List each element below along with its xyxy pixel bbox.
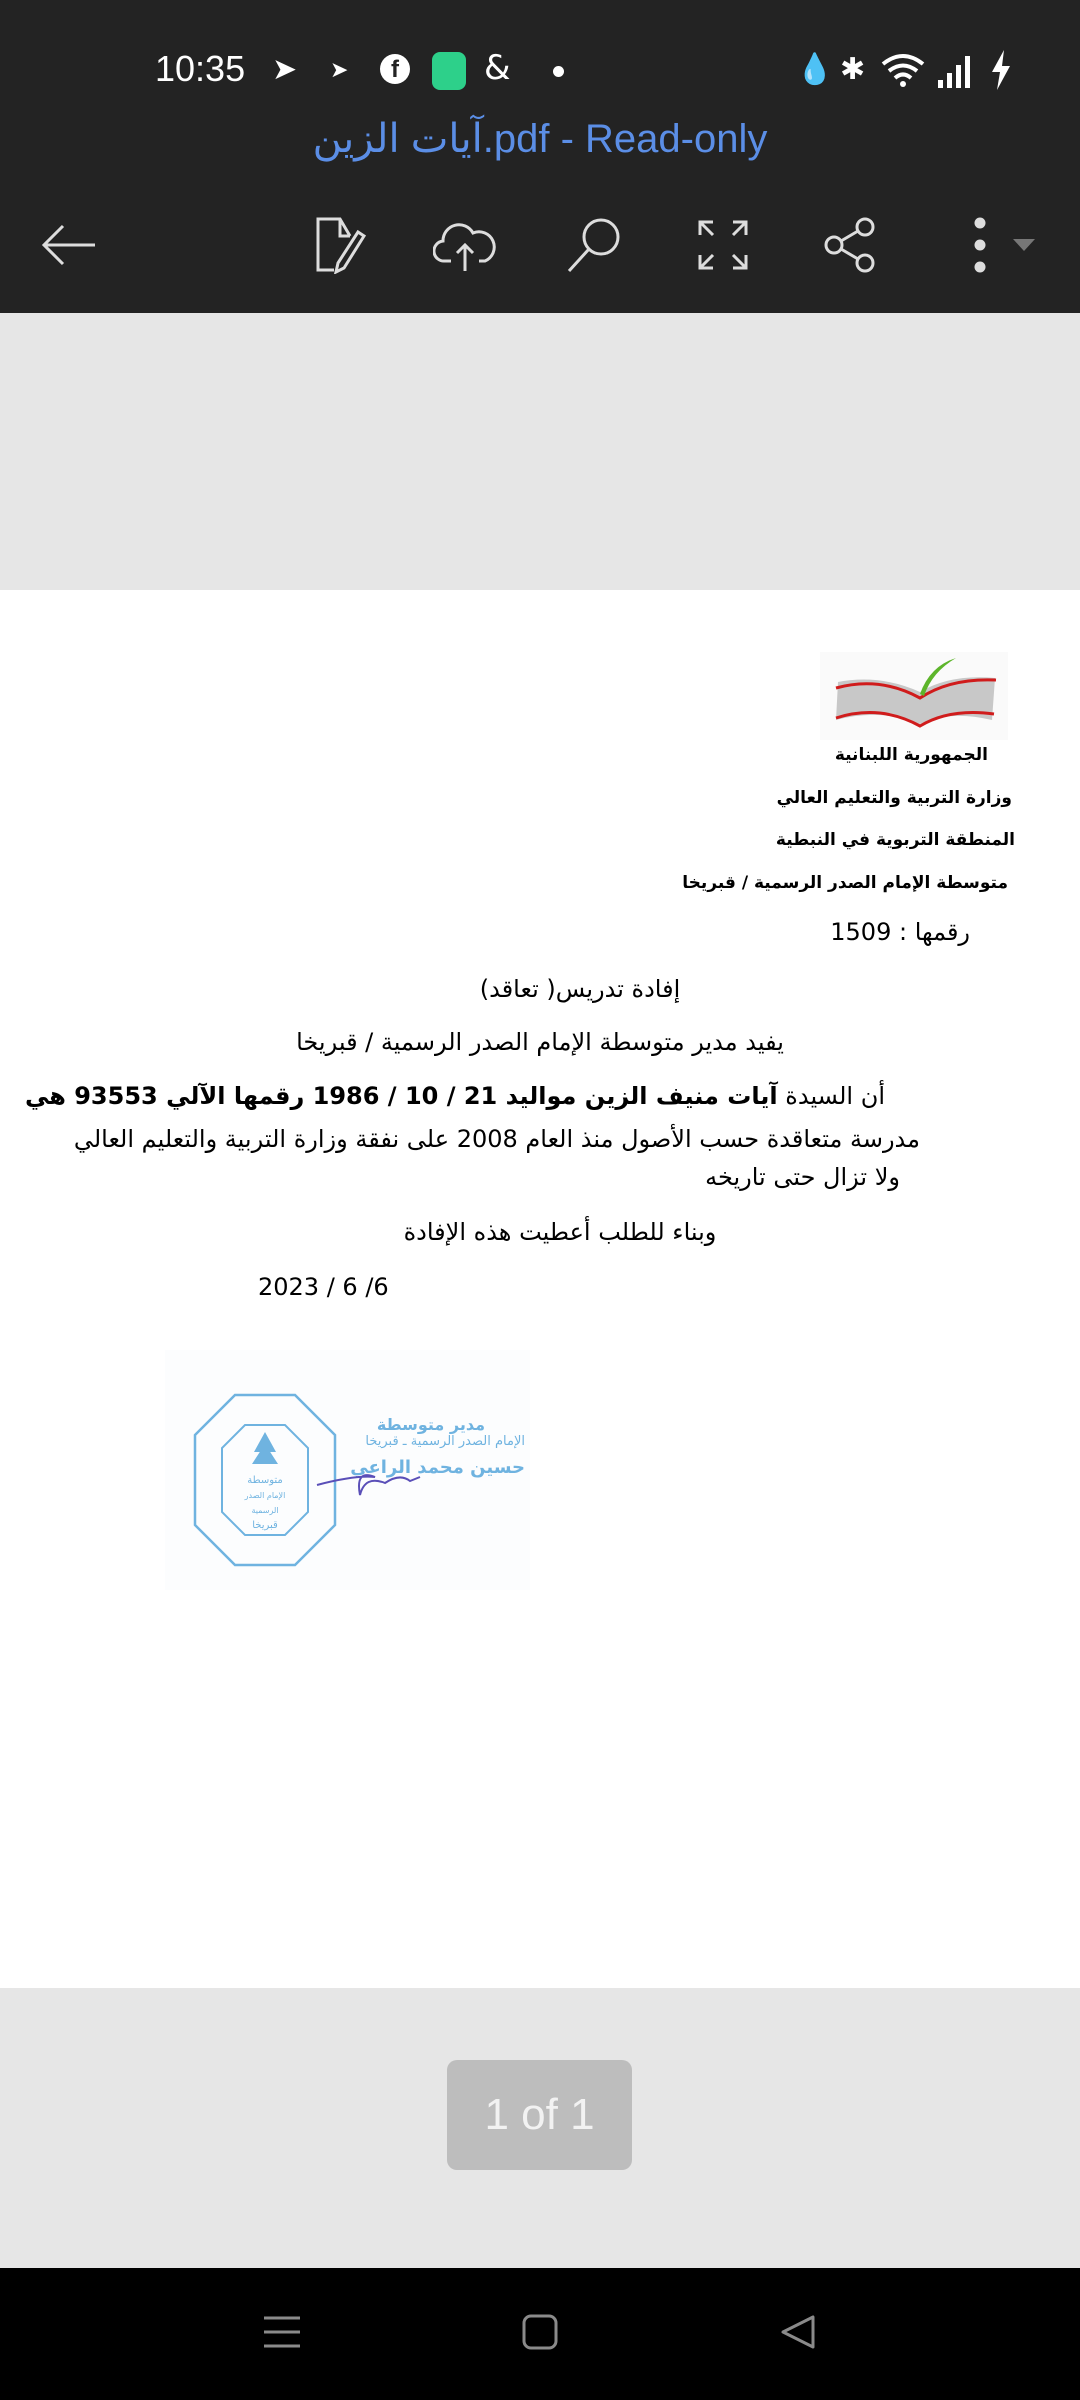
charging-icon (990, 50, 1012, 90)
system-nav-bar (0, 2268, 1080, 2400)
signal-icon (936, 54, 972, 88)
more-vertical-icon (945, 215, 1035, 275)
facebook-icon: f (380, 54, 410, 84)
page-indicator[interactable]: 1 of 1 (447, 2060, 632, 2170)
cloud-upload-icon (433, 217, 497, 273)
stamp-center-1: متوسطة (247, 1475, 283, 1486)
edit-document-icon (312, 216, 368, 274)
closing-line: وبناء للطلب أعطيت هذه الإفادة (403, 1218, 717, 1246)
dot-icon (553, 66, 564, 77)
stamp-center-text (233, 1473, 297, 1533)
search-icon (563, 215, 623, 275)
handwritten-signature (315, 1465, 425, 1515)
signatory-title-2: الإمام الصدر الرسمية ـ قبريخا (365, 1434, 525, 1449)
recents-menu-icon[interactable] (262, 2314, 302, 2350)
data-saver-icon: 💧 (796, 52, 834, 87)
body-line-3: ولا تزال حتى تاريخه (705, 1163, 900, 1191)
pdf-page[interactable] (0, 590, 1080, 1988)
upload-cloud-button[interactable] (430, 210, 500, 280)
back-button[interactable] (34, 210, 104, 280)
stamp-center-3: قبريخا (252, 1520, 278, 1531)
app-top-bar (0, 0, 1080, 313)
header-republic: الجمهورية اللبنانية (834, 745, 988, 765)
intro-line: يفيد مدير متوسطة الإمام الصدر الرسمية / قبريخا (296, 1028, 784, 1056)
more-options-button[interactable] (945, 210, 1045, 280)
battery-saver-icon (432, 52, 466, 90)
share-icon (823, 216, 877, 274)
body-line-2: مدرسة متعاقدة حسب الأصول منذ العام 2008 على نفقة وزارة التربية والتعليم العالي (73, 1125, 920, 1153)
fullscreen-button[interactable] (688, 210, 758, 280)
stamp-signature (165, 1350, 530, 1590)
teacher-details: آيات منيف الزين مواليد 21 / 10 / 1986 رقمها الآلي 93553 هي (24, 1082, 778, 1110)
back-nav-icon[interactable] (780, 2314, 816, 2350)
reference-number: رقمها : 1509 (830, 918, 970, 946)
threads-icon: & (484, 48, 511, 88)
location-arrow-icon: ➤ (330, 58, 349, 83)
header-region: المنطقة التربوية في النبطية (775, 830, 1015, 850)
telegram-icon: ➤ (272, 52, 298, 87)
arrow-left-icon (39, 223, 99, 267)
document-subject: إفادة تدريس( تعاقد) (479, 975, 681, 1003)
edit-button[interactable] (305, 210, 375, 280)
header-school: متوسطة الإمام الصدر الرسمية / قبريخا (682, 873, 1008, 893)
document-date: 2023 / 6 /6 (258, 1273, 389, 1301)
document-title: آيات الزين.pdf - Read-only (312, 117, 768, 161)
stamp-center-2: الإمام الصدر الرسمية (244, 1491, 286, 1515)
viewer-background (0, 313, 1080, 590)
status-time: 10:35 (155, 48, 246, 89)
body-line-1-prefix: أن السيدة (777, 1082, 885, 1110)
signatory-name: حسين محمد الراعي (350, 1457, 525, 1478)
bluetooth-icon: ✱ (840, 52, 866, 87)
body-line-1 (25, 1082, 885, 1110)
ministry-logo (820, 652, 1008, 740)
header-ministry: وزارة التربية والتعليم العالي (776, 788, 1012, 808)
share-button[interactable] (815, 210, 885, 280)
wifi-icon (880, 52, 926, 88)
fullscreen-icon (697, 219, 749, 271)
search-button[interactable] (558, 210, 628, 280)
home-icon[interactable] (522, 2314, 558, 2350)
signatory-title-1: مدير متوسطة (376, 1415, 485, 1434)
